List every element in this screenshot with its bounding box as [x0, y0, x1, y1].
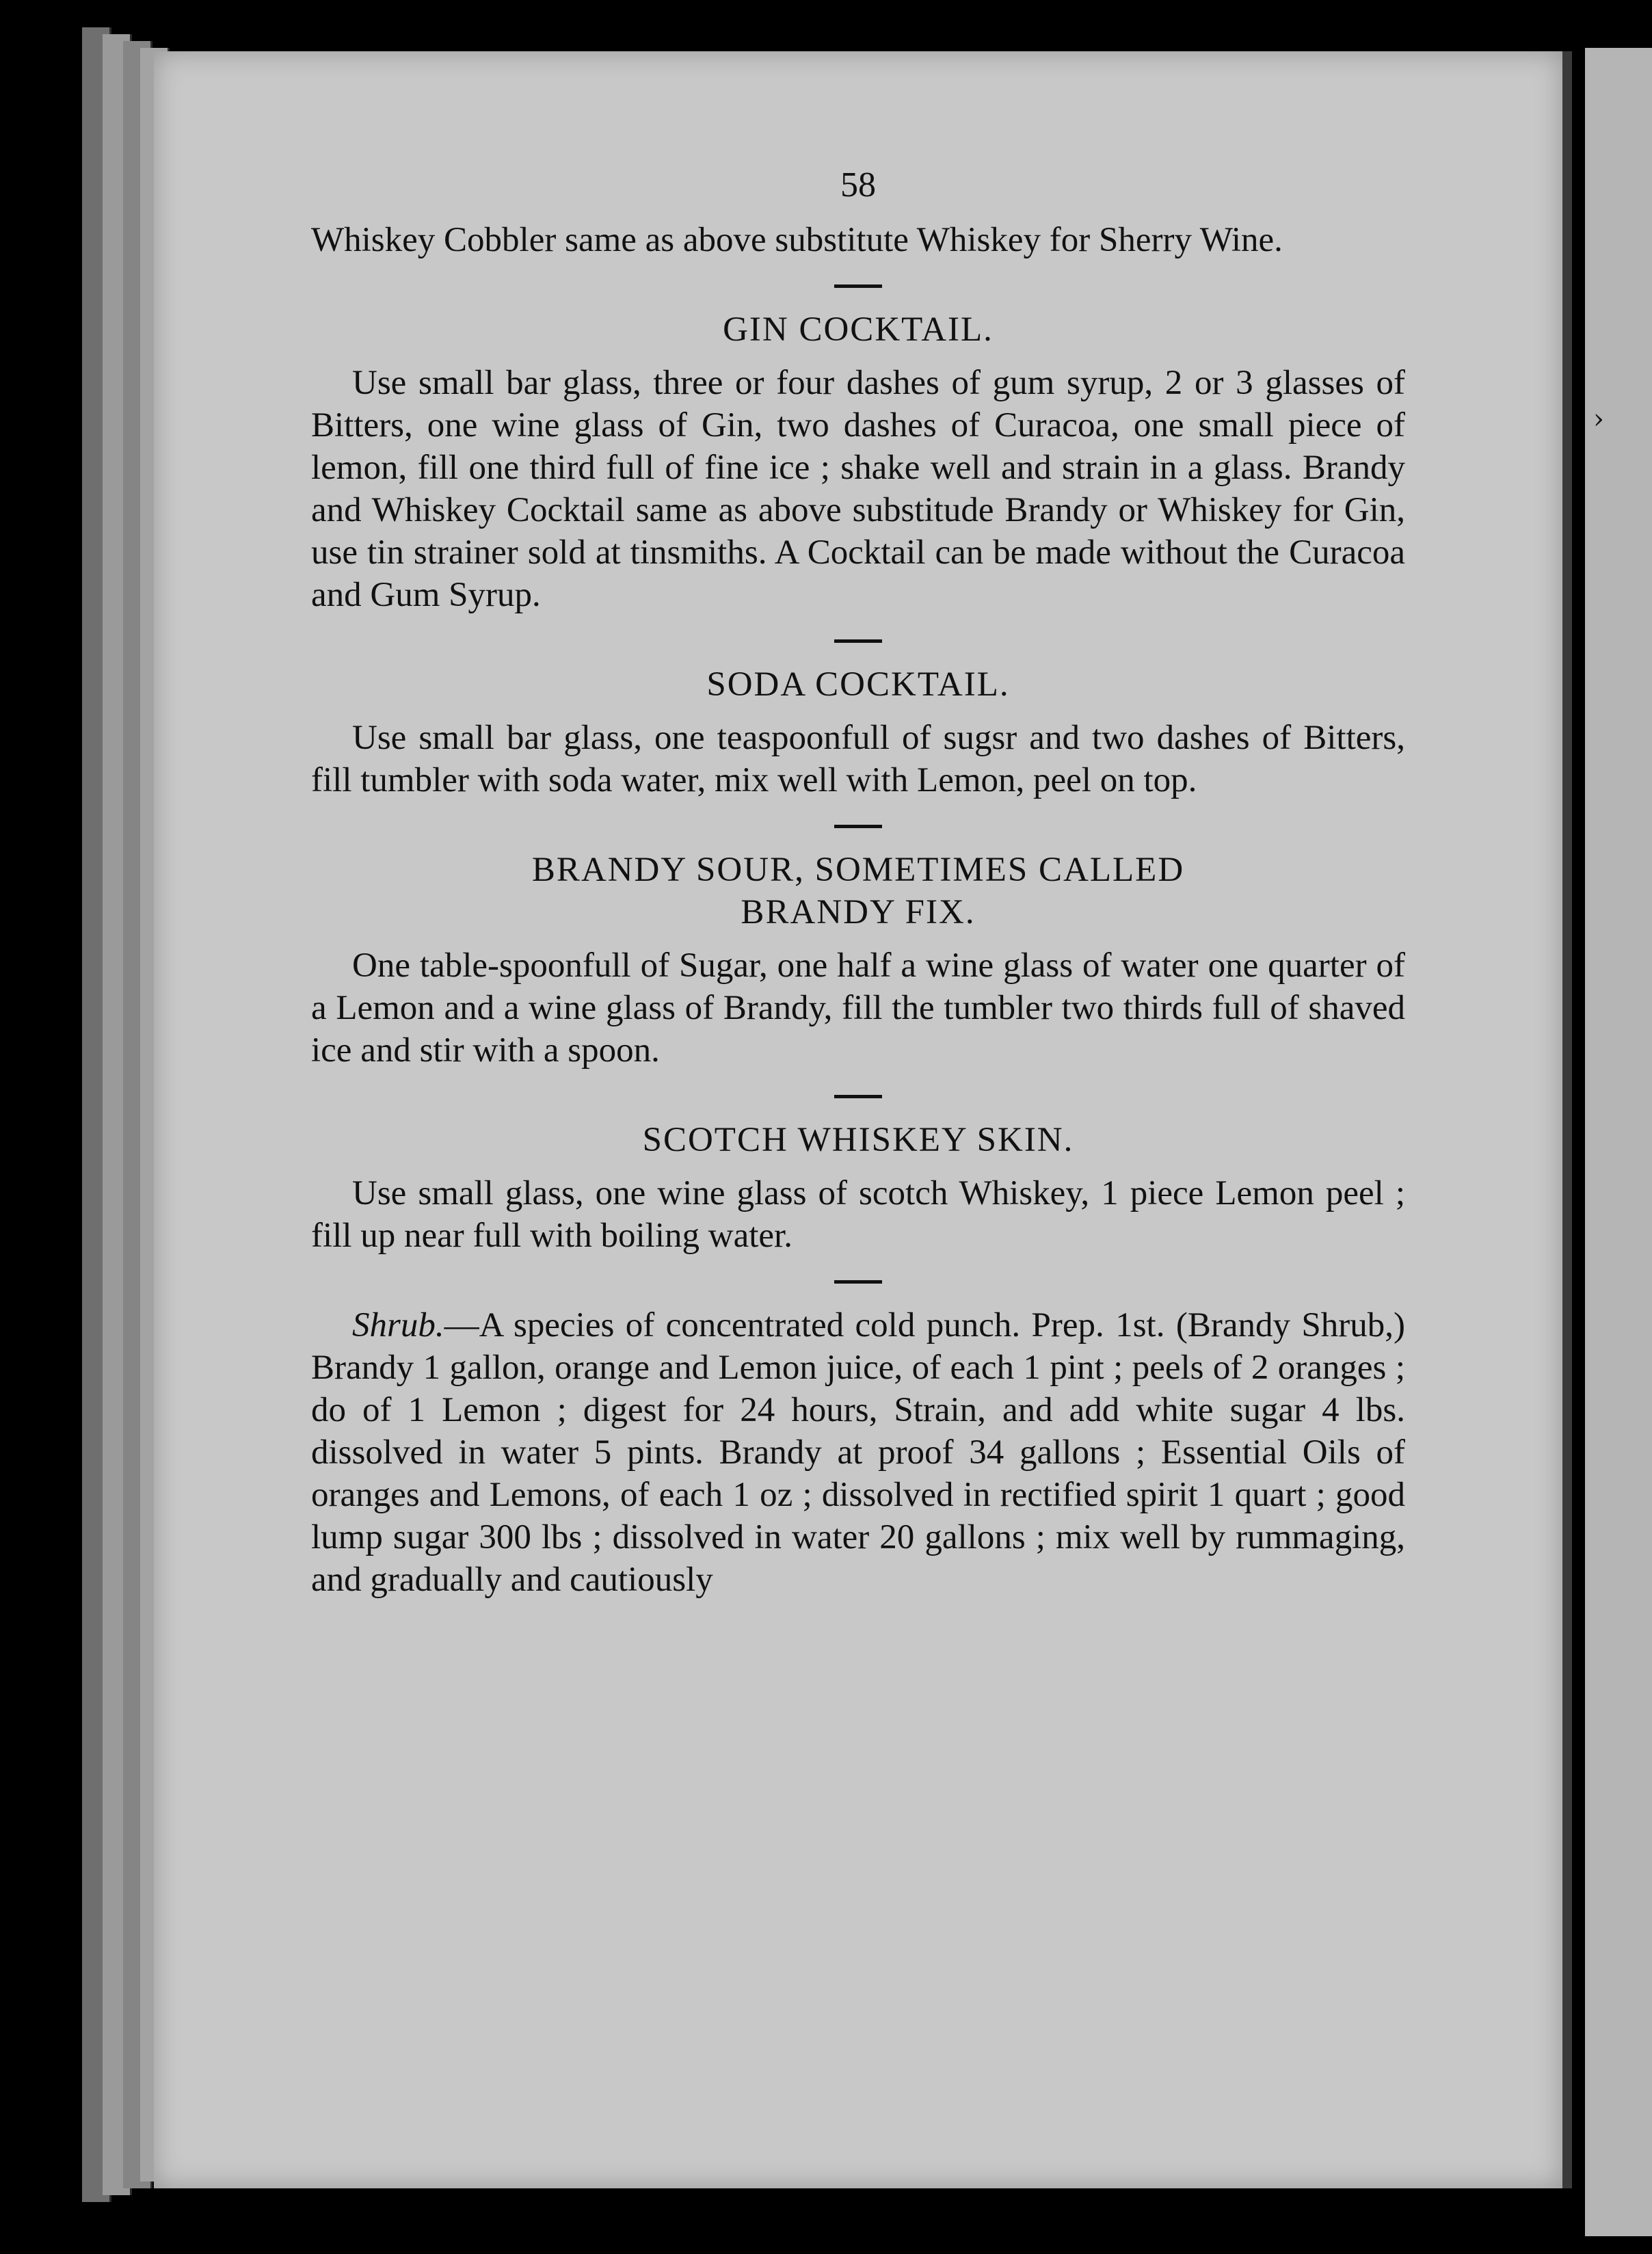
gin-cocktail-text: Use small bar glass, three or four dashes of gum syrup, 2 or 3 glasses of Bitters, one wine glass of Gin, two dashes of Curacoa, one small piece of lemon, fill one third full of fine ice ; shake well and strain in a glass. Brandy and Whiskey Cocktail same as above substitude Brandy or Whiskey for Gin, use tin strainer sold at tinsmiths. A Cocktail can be made without the Curacoa and Gum Syrup. [311, 364, 1405, 614]
whiskey-cobbler-text: Whiskey Cobbler same as above substitute Whiskey for Sherry Wine. [311, 221, 1283, 259]
page-number: 58 [840, 165, 876, 204]
soda-cocktail-heading: SODA COCKTAIL. [706, 665, 1010, 704]
page-content [311, 164, 1405, 1601]
shrub-term: Shrub. [352, 1306, 444, 1344]
section-divider [834, 284, 882, 288]
section-divider [834, 1095, 882, 1098]
brandy-sour-heading-line2: BRANDY FIX. [741, 893, 976, 931]
section-divider [834, 825, 882, 828]
next-page-sliver [1585, 48, 1652, 2236]
scotch-whiskey-skin-heading: SCOTCH WHISKEY SKIN. [642, 1121, 1074, 1159]
soda-cocktail-text: Use small bar glass, one teaspoonfull of sugsr and two dashes of Bitters, fill tumbler with soda water, mix well with Lemon, peel on top. [311, 719, 1405, 799]
gin-cocktail-heading: GIN COCKTAIL. [723, 310, 994, 349]
shrub-text: —A species of concentrated cold punch. Prep. 1st. (Brandy Shrub,) Brandy 1 gallon, orange and Lemon juice, of each 1 pint ; peels of 2 oranges ; do of 1 Lemon ; digest for 24 hours, Strain, and add white sugar 4 lbs. dissolved in water 5 pints. Brandy at proof 34 gallons ; Essential Oils of oranges and Lemons, of each 1 oz ; dissolved in rectified spirit 1 quart ; good lump sugar 300 lbs ; dissolved in water 20 gallons ; mix well by rummaging, and gradually and cautiously [311, 1306, 1405, 1599]
brandy-sour-heading-line1: BRANDY SOUR, SOMETIMES CALLED [531, 851, 1185, 889]
scotch-whiskey-skin-text: Use small glass, one wine glass of scotch Whiskey, 1 piece Lemon peel ; fill up near full with boiling water. [311, 1174, 1405, 1255]
shrub-paragraph [311, 1304, 1405, 1601]
next-page-mark: › [1593, 403, 1604, 435]
brandy-sour-text: One table-spoonfull of Sugar, one half a wine glass of water one quarter of a Lemon and a wine glass of Brandy, fill the tumbler two thirds full of shaved ice and stir with a spoon. [311, 946, 1405, 1070]
section-divider [834, 639, 882, 643]
section-divider [834, 1280, 882, 1284]
